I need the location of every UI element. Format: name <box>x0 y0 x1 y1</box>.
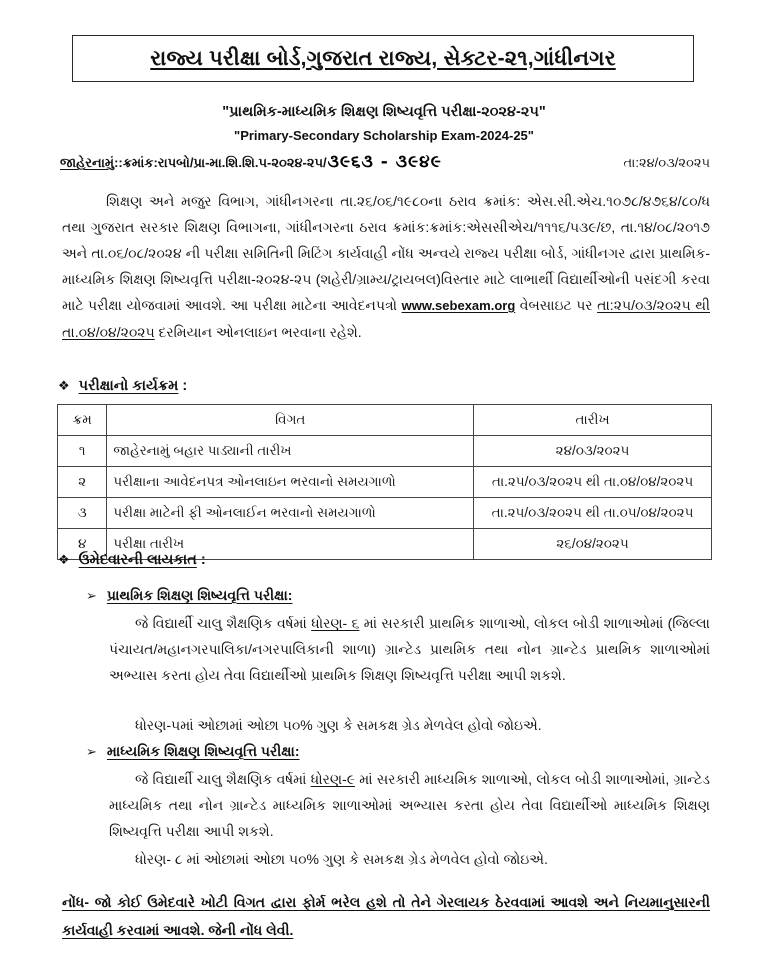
section2-colon: : <box>196 552 206 568</box>
table-cell-no: ૪ <box>58 529 107 560</box>
page-title: રાજ્ય પરીક્ષા બોર્ડ,ગુજરાત રાજ્ય, સેક્ટર-૨૧,ગાંધીનગર <box>150 46 616 70</box>
exam-schedule-table <box>57 404 712 560</box>
intro-text-part3: દરમિયાન ઓનલાઇન ભરવાના રહેશે. <box>154 324 362 340</box>
table-cell-date: ૨૪/૦૩/૨૦૨૫ <box>474 436 712 467</box>
primary-marks-text: ધોરણ-૫માં ઓછામાં ઓછા ૫૦% ગુણ કે સમકક્ષ ગ્રેડ મેળવેલ હોવો જોઇએ. <box>135 717 542 733</box>
table-header-no: ક્રમ <box>58 405 107 436</box>
table-cell-detail: પરીક્ષા માટેની ફી ઓનલાઈન ભરવાનો સમયગાળો <box>107 498 474 529</box>
table-header-row <box>58 405 712 436</box>
primary-standard-underline: ધોરણ- ૬ <box>311 615 360 631</box>
intro-date-range: તા:૨૫/૦૩/૨૦૨૫ થી તા.૦૪/૦૪/૨૦૨૫ <box>62 297 710 340</box>
section-heading-eligibility <box>58 552 206 568</box>
primary-text-b: માં સરકારી પ્રાથમિક શાળાઓ, લોકલ બોડી શાળાઓમાં (જિલ્લા પંચાયત/મહાનગરપાલિકા/નગરપાલિકાની શાળા) ગ્રાન્ટેડ પ્રાથમિક તથા નોન ગ્રાન્ટેડ પ્રાથમિક શાળાઓમાં અભ્યાસ કરતા હોય તેવા વિદ્યાર્થીઓ પ્રાથમિક શિક્ષણ શિષ્યવૃત્તિ પરીક્ષા આપી શકશે. <box>109 615 710 683</box>
table-cell-no: ૩ <box>58 498 107 529</box>
table-row <box>58 467 712 498</box>
table-cell-detail: પરીક્ષા તારીખ <box>107 529 474 560</box>
table-header-detail: વિગત <box>107 405 474 436</box>
intro-text-part1: શિક્ષણ અને મજુર વિભાગ, ગાંધીનગરના તા.૨૬/૦૬/૧૯૮૦ના ઠરાવ ક્રમાંક: એસ.સી.એચ.૧૦૭૮/૪૭૬૪/૮૦/ધ તથા ગુજરાત સરકાર શિક્ષણ વિભાગના, ગાંધીનગરના ઠરાવ ક્રમાંક:ક્રમાંક:એસસીએચ/૧૧૧૬/૫૩૯/છ, તા.૧૪/૦૮/૨૦૧૭ અને તા.૦૬/૦૮/૨૦૨૪ ની પરીક્ષા સમિતિની મિટિંગ કાર્યવાહી નોંધ અન્વયે રાજ્ય પરીક્ષા બોર્ડ, ગાંધીનગર દ્વારા પ્રાથમિક-માધ્યમિક શિક્ષણ શિષ્યવૃત્તિ પરીક્ષા-૨૦૨૪-૨૫ (શહેરી/ગ્રામ્ય/ટ્રાયબલ)વિસ્તાર માટે લાભાર્થી વિદ્યાર્થીઓની પસંદગી કરવા માટે પરીક્ષા યોજવામાં આવશે. આ પરીક્ષા માટેના આવેદનપત્રો <box>62 193 710 313</box>
notification-label: જાહેરનામું <box>60 155 115 170</box>
table-cell-no: ૧ <box>58 436 107 467</box>
sebexam-website-link[interactable]: www.sebexam.org <box>401 298 516 313</box>
secondary-marks-text: ધોરણ- ૮ માં ઓછામાં ઓછા ૫૦% ગુણ કે સમકક્ષ ગ્રેડ મેળવેલ હોવો જોઇએ. <box>135 851 548 867</box>
eligibility-secondary-body <box>109 766 710 844</box>
subtitle-gujarati: "પ્રાથમિક-માધ્યમિક શિક્ષણ શિષ્યવૃત્તિ પરીક્ષા-૨૦૨૪-૨૫" <box>222 104 546 120</box>
intro-paragraph <box>62 188 710 345</box>
diamond-bullet-icon: ❖ <box>58 378 70 393</box>
eligibility-secondary-label: માધ્યમિક શિક્ષણ શિષ્યવૃત્તિ પરીક્ષા: <box>106 743 300 759</box>
table-cell-detail: પરીક્ષાના આવેદનપત્ર ઓનલાઇન ભરવાનો સમયગાળો <box>107 467 474 498</box>
primary-text-a: જે વિદ્યાર્થી ચાલુ શૈક્ષણિક વર્ષમાં <box>135 615 312 631</box>
notification-code: ::ક્રમાંક:રાપબો/પ્રા-મા.શિ.શિ.૫-૨૦૨૪-૨૫/ <box>114 155 327 170</box>
notification-row <box>60 152 710 172</box>
section1-heading-label: પરીક્ષાનો કાર્યક્રમ <box>78 378 179 394</box>
table-row <box>58 436 712 467</box>
eligibility-primary-heading <box>86 587 292 604</box>
intro-text-part2: વેબસાઇટ પર <box>515 297 598 313</box>
secondary-standard-underline: ધોરણ-૯ <box>310 771 356 787</box>
notification-handwritten-number: ૩૯૬૩ - ૩૯૪૯ <box>327 152 442 172</box>
table-cell-date: ૨૬/૦૪/૨૦૨૫ <box>474 529 712 560</box>
eligibility-secondary-marks <box>109 846 710 872</box>
eligibility-secondary-heading <box>86 743 300 760</box>
header-box <box>72 35 694 82</box>
note-block: નોંધ- જો કોઈ ઉમેદવારે ખોટી વિગત દ્વારા ફોર્મ ભરેલ હશે તો તેને ગેરલાયક ઠેરવવામાં આવશે અને નિયમાનુસારની કાર્યવાહી કરવામાં આવશે. જેની નોંધ લેવી. <box>62 894 710 938</box>
table-cell-date: તા.૨૫/૦૩/૨૦૨૫ થી તા.૦૪/૦૪/૨૦૨૫ <box>474 467 712 498</box>
section-heading-exam-schedule <box>58 378 187 394</box>
table-cell-detail: જાહેરનામું બહાર પાડ્યાની તારીખ <box>107 436 474 467</box>
arrow-bullet-icon: ➢ <box>86 744 97 759</box>
table-row <box>58 498 712 529</box>
notification-number-group <box>60 152 442 172</box>
subtitle-english: "Primary-Secondary Scholarship Exam-2024-25" <box>234 128 534 143</box>
eligibility-primary-marks <box>109 712 710 738</box>
notification-date: તા:૨૪/૦૩/૨૦૨૫ <box>623 155 710 170</box>
arrow-bullet-icon: ➢ <box>86 588 97 603</box>
table-header-date: તારીખ <box>474 405 712 436</box>
eligibility-primary-label: પ્રાથમિક શિક્ષણ શિષ્યવૃત્તિ પરીક્ષા: <box>106 587 293 603</box>
eligibility-primary-body <box>109 610 710 688</box>
table-cell-date: તા.૨૫/૦૩/૨૦૨૫ થી તા.૦૫/૦૪/૨૦૨૫ <box>474 498 712 529</box>
section2-heading-label: ઉમેદવારની લાયકાત <box>78 552 197 568</box>
section1-heading-text <box>79 378 188 394</box>
section1-colon: : <box>178 378 188 394</box>
table-cell-no: ૨ <box>58 467 107 498</box>
section2-heading-text <box>79 552 206 568</box>
secondary-text-a: જે વિદ્યાર્થી ચાલુ શૈક્ષણિક વર્ષમાં <box>135 771 311 787</box>
diamond-bullet-icon: ❖ <box>58 552 70 567</box>
secondary-text-b: માં સરકારી માધ્યમિક શાળાઓ, લોકલ બોડી શાળાઓમાં, ગ્રાન્ટેડ માધ્યમિક તથા નોન ગ્રાન્ટેડ માધ્યમિક શાળાઓમાં અભ્યાસ કરતા હોય તેવા વિદ્યાર્થીઓ માધ્યમિક શિક્ષણ શિષ્યવૃત્તિ પરીક્ષા આપી શકશે. <box>109 771 710 839</box>
